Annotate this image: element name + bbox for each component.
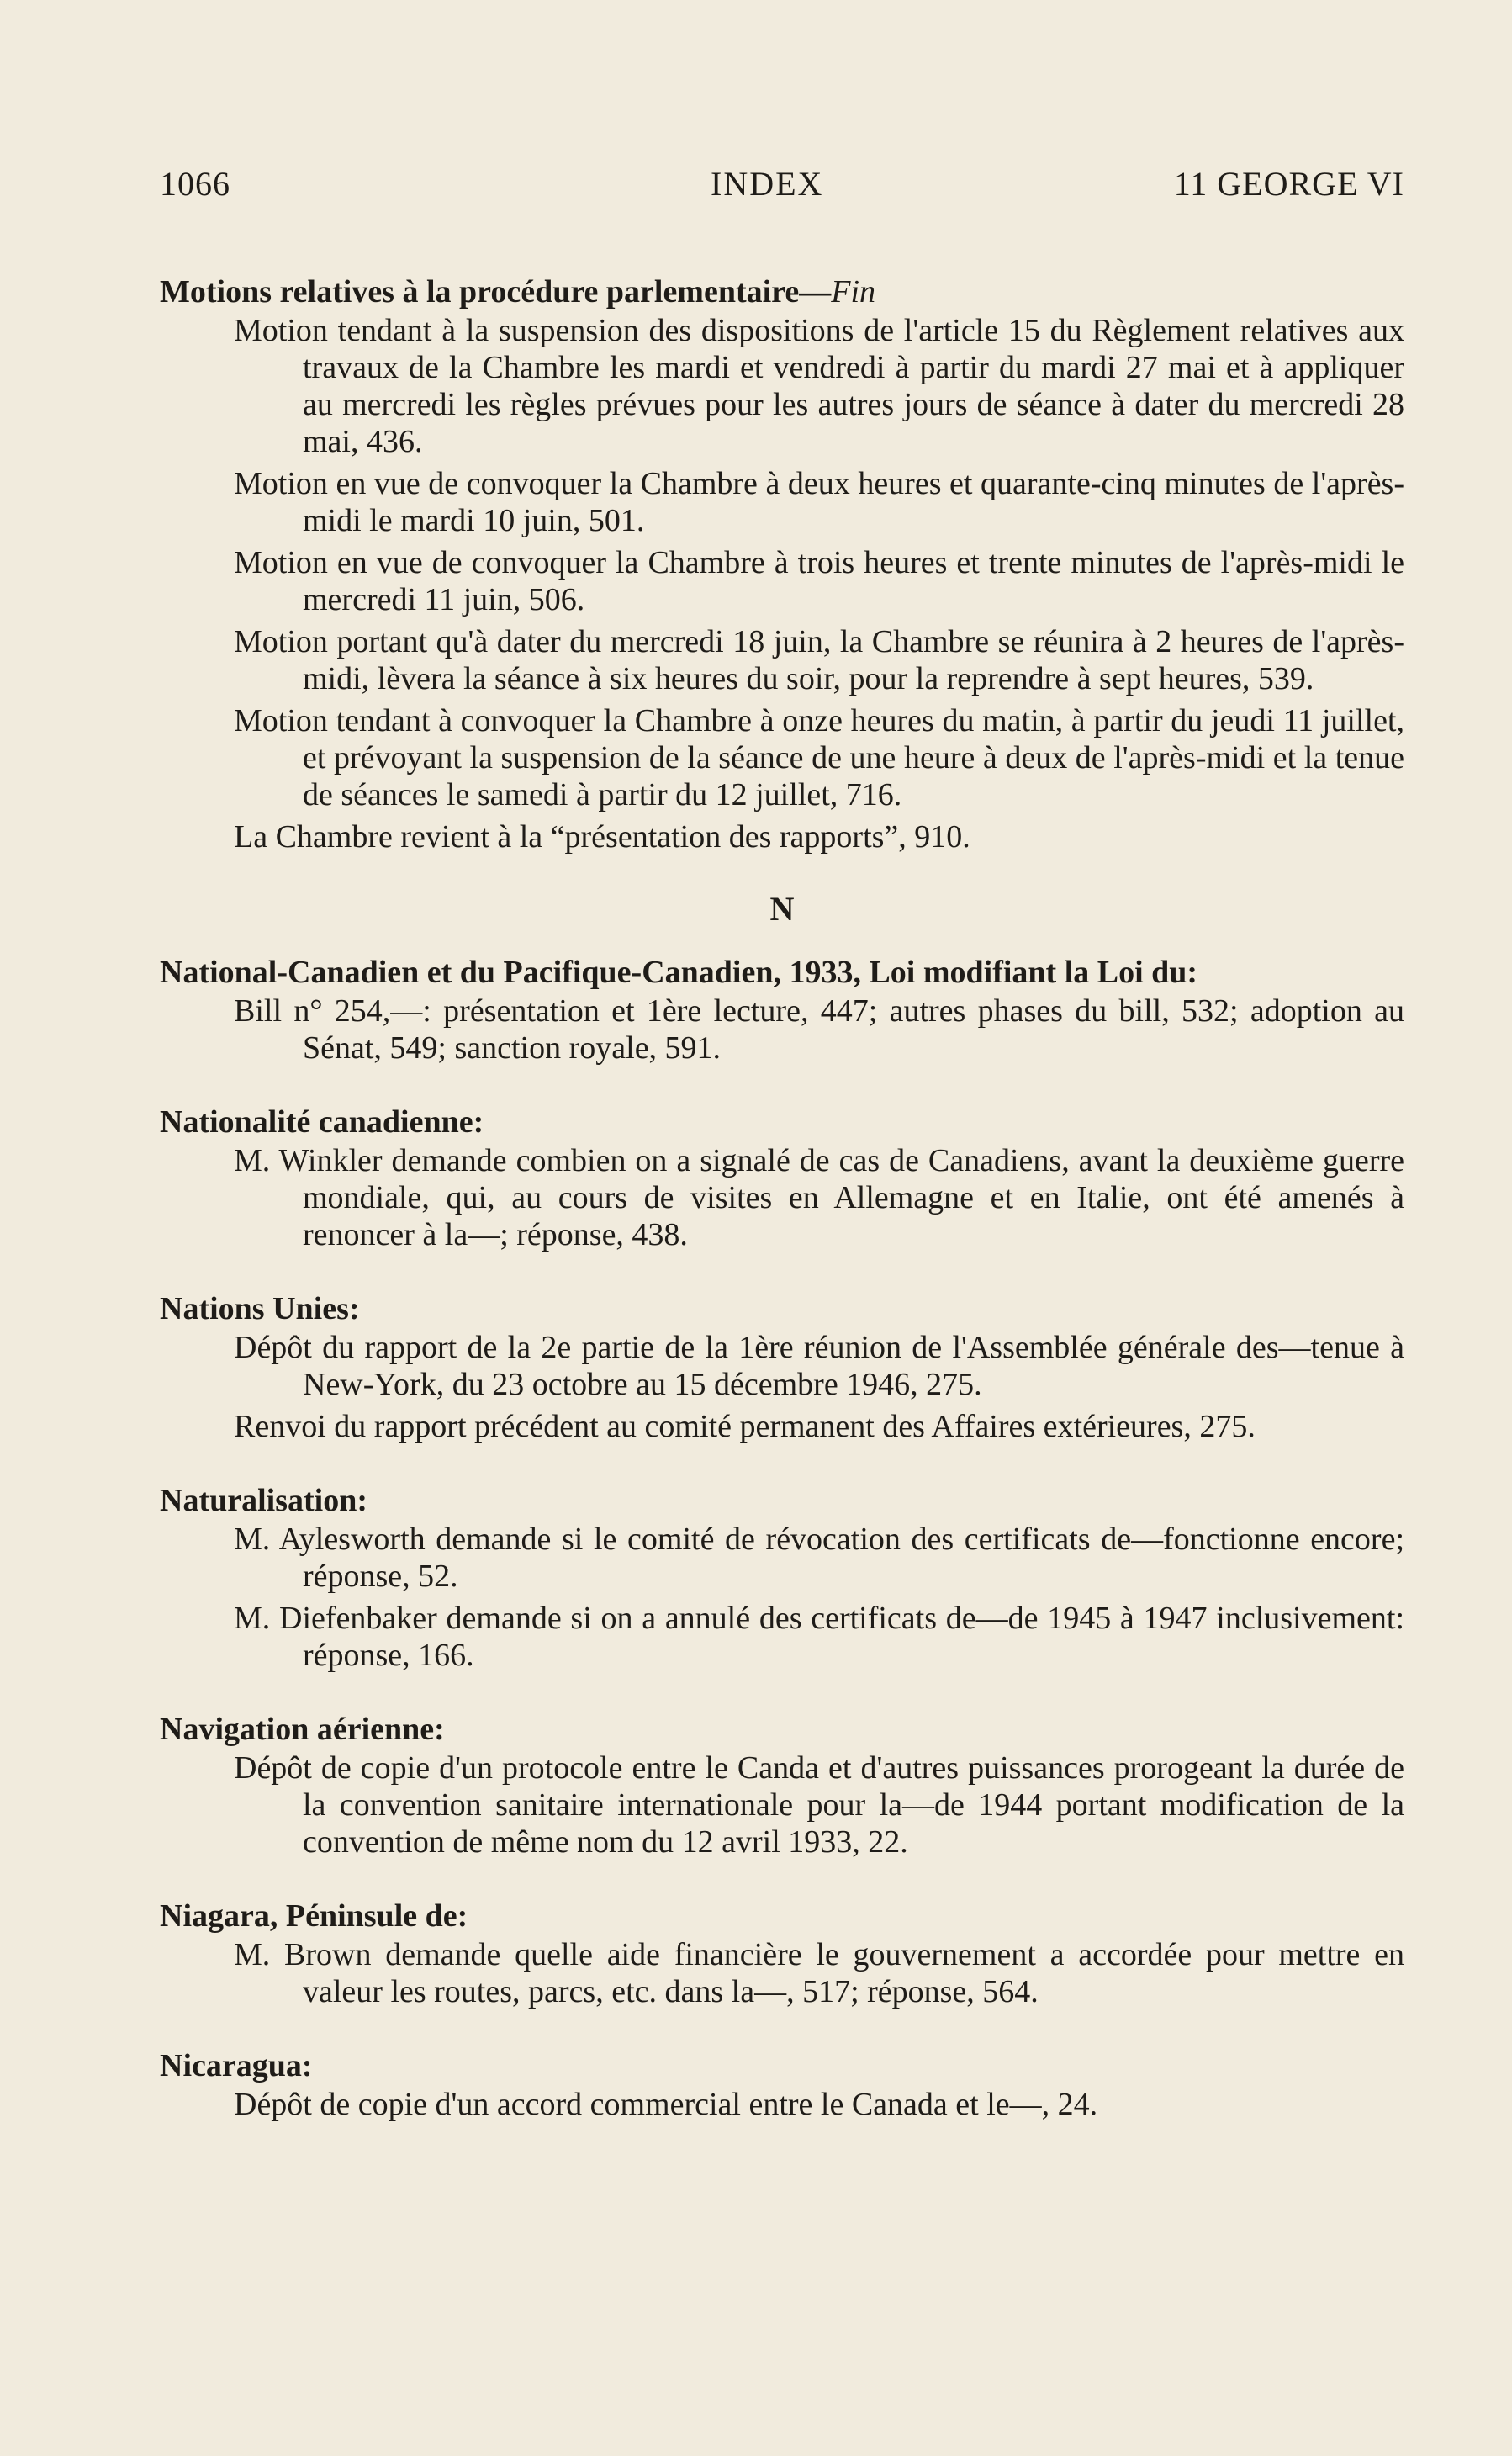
index-section-nationalite <box>160 1104 1404 1253</box>
index-entry: Motion portant qu'à dater du mercredi 18 juin, la Chambre se réunira à 2 heures de l'après-midi, lèvera la séance à six heures du soir, pour la reprendre à sept heures, 539. <box>234 624 1404 696</box>
page-number: 1066 <box>160 165 230 203</box>
index-entry: Dépôt de copie d'un protocole entre le Canda et d'autres puissances prorogeant la durée de la convention sanitaire internationale pour la—de 1944 portant modification de la convention de même nom du 12 avril 1933, 22. <box>234 1750 1404 1860</box>
index-entry: Dépôt de copie d'un accord commercial entre le Canada et le—, 24. <box>234 2087 1098 2122</box>
section-heading: Nations Unies: <box>160 1291 360 1326</box>
index-entry: M. Brown demande quelle aide financière le gouvernement a accordée pour mettre en valeur les routes, parcs, etc. dans la—, 517; réponse, 564. <box>234 1937 1404 2009</box>
index-entry: Motion en vue de convoquer la Chambre à trois heures et trente minutes de l'après-midi le mercredi 11 juin, 506. <box>234 545 1404 617</box>
volume-label: 11 GEORGE VI <box>1173 165 1404 203</box>
index-entry: Motion tendant à convoquer la Chambre à onze heures du matin, à partir du jeudi 11 juillet, et prévoyant la suspension de la séance de une heure à deux de l'après-midi et la tenue de séances le samedi à partir du 12 juillet, 716. <box>234 703 1404 812</box>
index-entry: M. Aylesworth demande si le comité de révocation des certificats de—fonctionne encore; réponse, 52. <box>234 1522 1404 1594</box>
section-heading: Motions relatives à la procédure parlementaire—Fin <box>160 274 876 310</box>
index-entry: M. Diefenbaker demande si on a annulé des certificats de—de 1945 à 1947 inclusivement: réponse, 166. <box>234 1601 1404 1673</box>
section-letter: N <box>769 890 795 928</box>
index-section-niagara <box>160 1898 1404 2010</box>
section-heading: Nicaragua: <box>160 2048 313 2083</box>
section-heading: Navigation aérienne: <box>160 1712 445 1747</box>
section-heading: Nationalité canadienne: <box>160 1104 484 1140</box>
section-heading: Naturalisation: <box>160 1483 367 1518</box>
index-entry: La Chambre revient à la “présentation des rapports”, 910. <box>234 819 970 855</box>
page-header <box>160 164 1404 214</box>
index-section-nations-unies <box>160 1290 1404 1445</box>
index-section-national-canadien <box>160 954 1404 1067</box>
index-entry: Renvoi du rapport précédent au comité permanent des Affaires extérieures, 275. <box>234 1409 1256 1444</box>
index-entry: Motion en vue de convoquer la Chambre à deux heures et quarante-cinq minutes de l'après-midi le mardi 10 juin, 501. <box>234 466 1404 538</box>
index-entry: Dépôt du rapport de la 2e partie de la 1ère réunion de l'Assemblée générale des—tenue à New-York, du 23 octobre au 15 décembre 1946, 275. <box>234 1330 1404 1402</box>
page-title: INDEX <box>711 165 824 203</box>
index-section-naturalisation <box>160 1482 1404 1674</box>
index-entry: M. Winkler demande combien on a signalé de cas de Canadiens, avant la deuxième guerre mondiale, qui, au cours de visites en Allemagne et en Italie, ont été amenés à renoncer à la—; réponse, 438. <box>234 1143 1404 1252</box>
index-entry: Bill n° 254,—: présentation et 1ère lecture, 447; autres phases du bill, 532; adoption au Sénat, 549; sanction royale, 591. <box>234 993 1404 1066</box>
index-section-motions <box>160 273 1404 855</box>
heading-suffix: Fin <box>831 274 876 310</box>
section-heading: National-Canadien et du Pacifique-Canadien, 1933, Loi modifiant la Loi du: <box>160 955 1198 990</box>
index-entry: Motion tendant à la suspension des dispositions de l'article 15 du Règlement relatives aux travaux de la Chambre les mardi et vendredi à partir du mardi 27 mai et à appliquer au mercredi les règles prévues pour les autres jours de séance à dater du mercredi 28 mai, 436. <box>234 313 1404 459</box>
index-section-nicaragua <box>160 2047 1404 2123</box>
section-heading: Niagara, Péninsule de: <box>160 1898 468 1934</box>
index-section-navigation-aerienne <box>160 1711 1404 1861</box>
